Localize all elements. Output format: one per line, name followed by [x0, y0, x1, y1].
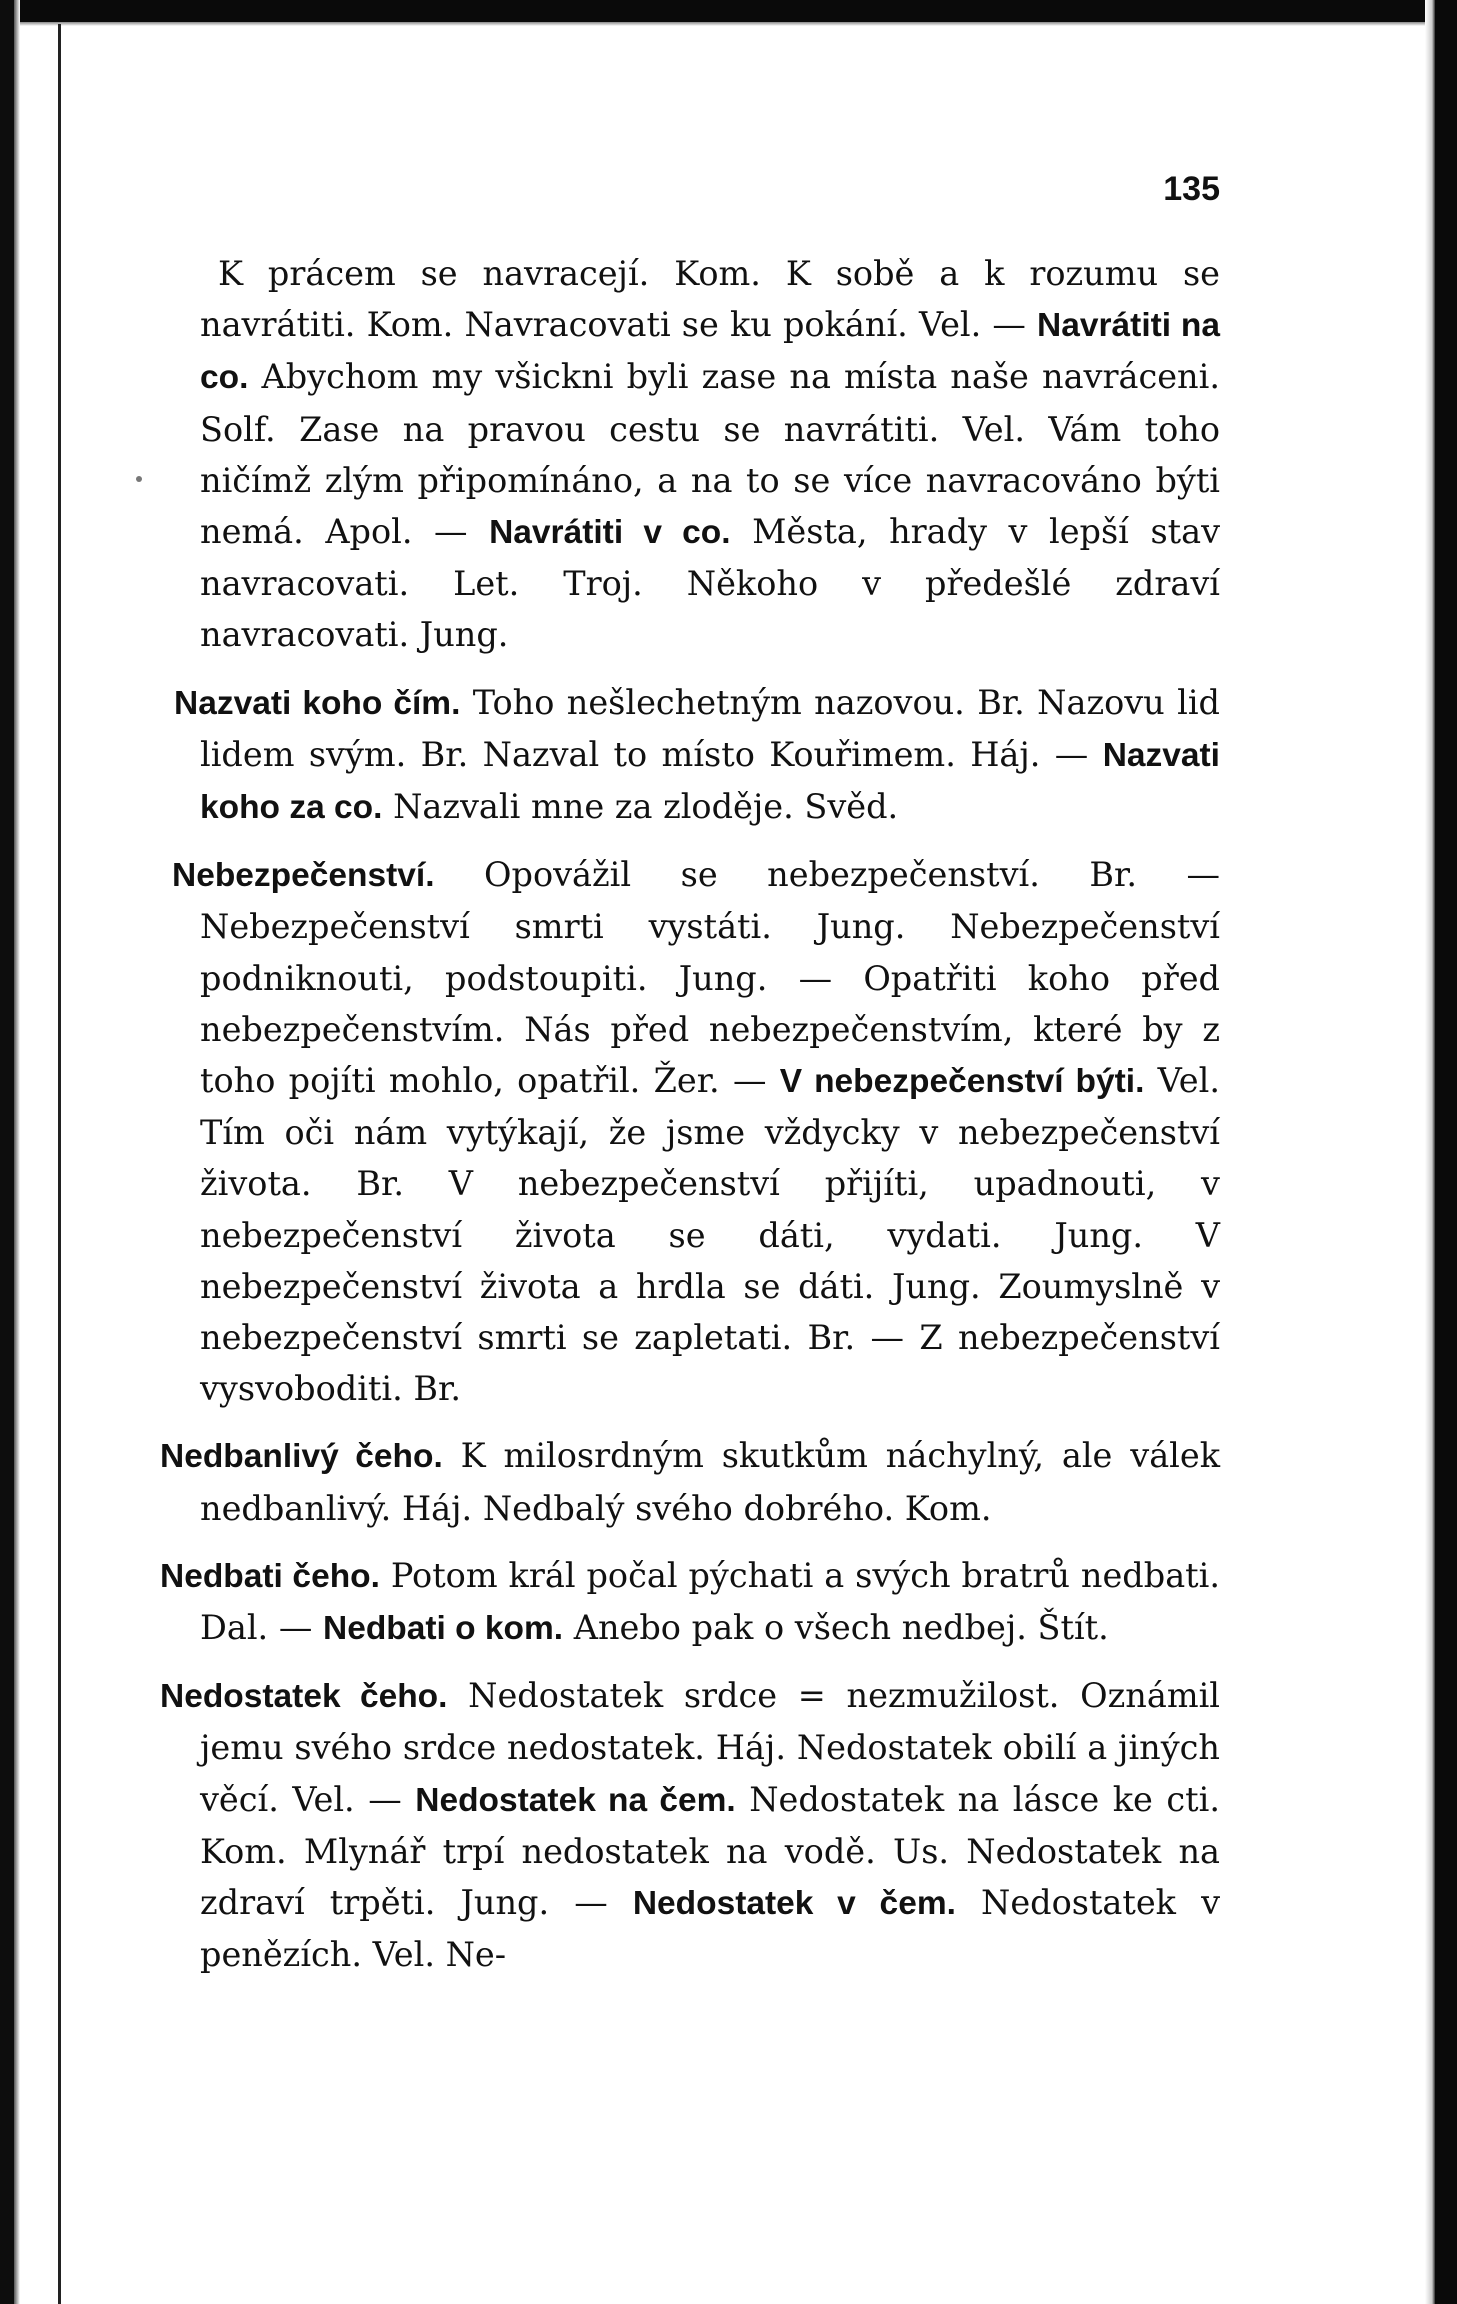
scan-left-shadow [14, 0, 20, 2304]
entry-text: Toho nešlechetným nazovou. Br. Nazovu lid lidem svým. Br. Nazval to místo Kouřimem. Háj. — [200, 682, 1220, 774]
entry-headword: Nedostatek na čem. [415, 1781, 736, 1819]
dictionary-entry [160, 677, 1220, 834]
dictionary-entry [160, 849, 1220, 1414]
entry-text: Vel. Tím oči nám vytýkají, že jsme vždycky v nebezpečenství života. Br. V nebezpečenství přijíti, upadnouti, v nebezpečenství života se dáti, vydati. Jung. V nebezpečenství života a hrdla se dáti. Jung. Zoumyslně v nebezpečenství smrti se zapletati. Br. — Z nebezpečenství vysvoboditi. Br. [200, 1061, 1220, 1409]
entry-text: Nedostatek srdce = nezmužilost. Oznámil jemu svého srdce nedostatek. Háj. Nedostatek obilí a jiných věcí. Vel. — [200, 1676, 1221, 1819]
entry-text: Opovážil se nebezpečenství. Br. — Nebezpečenství smrti vystáti. Jung. Nebezpečenství podniknouti, podstoupiti. Jung. — Opatřiti koho před nebezpečenstvím. Nás před nebezpečenstvím, které by z toho pojíti mohlo, opatřil. Žer. — [200, 855, 1220, 1101]
scan-left-border [0, 0, 14, 2304]
entry-text: K prácem se navracejí. Kom. K sobě a k rozumu se navrátiti. Kom. Navracovati se ku pokání. Vel. — [200, 254, 1220, 345]
page-left-edge-line [58, 24, 61, 2304]
entry-headword: Navrátiti na co. [200, 307, 1220, 397]
scan-top-border [0, 0, 1457, 22]
entry-headword: Nedbati o kom. [323, 1610, 564, 1648]
scan-right-border [1435, 0, 1457, 2304]
dictionary-entry [160, 1430, 1220, 1533]
entry-headword: Nedostatek čeho. [160, 1678, 448, 1716]
entry-text: Města, hrady v lepší stav navracovati. Let. Troj. Někoho v předešlé zdraví navracovati. Jung. [200, 512, 1220, 655]
entry-text: Abychom my všickni byli zase na místa naše navráceni. Solf. Zase na pravou cestu se navrátiti. Vel. Vám toho ničímž zlým připomínáno, a na to se více navracováno býti nemá. Apol. — [200, 357, 1220, 552]
entry-headword: V nebezpečenství býti. [779, 1063, 1145, 1101]
entry-headword: Nedbanlivý čeho. [160, 1438, 443, 1476]
entry-headword: Nedostatek v čem. [632, 1885, 956, 1923]
entry-headword: Nazvati koho za co. [200, 736, 1220, 827]
margin-speck [136, 476, 142, 482]
dictionary-entry [160, 1550, 1220, 1654]
entry-text: Potom král počal pýchati a svých bratrů nedbati. Dal. — [200, 1555, 1220, 1648]
entry-headword: Navrátiti v co. [489, 514, 731, 552]
scan-top-shadow [0, 22, 1457, 26]
entry-text: K milosrdným skutkům náchylný, ale válek nedbanlivý. Háj. Nedbalý svého dobrého. Kom. [200, 1436, 1221, 1528]
entry-text: Nedostatek v penězích. Vel. Ne- [200, 1883, 1220, 1975]
dictionary-entry [160, 1670, 1220, 1980]
dictionary-entry [160, 248, 1220, 661]
entry-headword: Nedbati čeho. [160, 1557, 380, 1595]
dictionary-body [160, 248, 1220, 1981]
entry-text: Nazvali mne za zloděje. Svěd. [382, 787, 899, 827]
page-right-edge-shadow [1425, 0, 1435, 2304]
entry-headword: Nazvati koho čím. [174, 684, 461, 722]
entry-text: Nedostatek na lásce ke cti. Kom. Mlynář trpí nedostatek na vodě. Us. Nedostatek na zdraví trpěti. Jung. — [200, 1779, 1220, 1923]
entry-text: Anebo pak o všech nedbej. Štít. [563, 1608, 1109, 1648]
page-number: 135 [1163, 170, 1220, 208]
entry-headword: Nebezpečenství. [172, 857, 435, 895]
